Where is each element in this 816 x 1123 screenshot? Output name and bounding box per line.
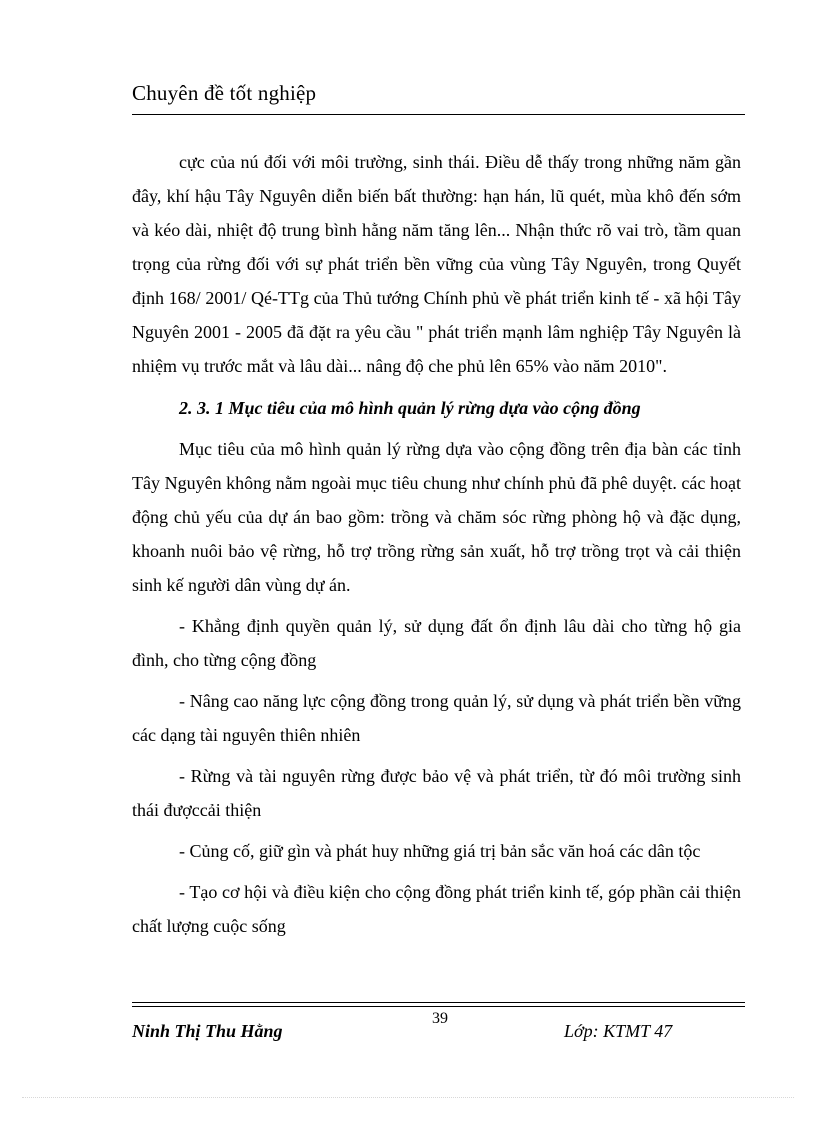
body-text	[132, 145, 741, 943]
class-label: Lớp: KTMT 47	[564, 1021, 673, 1041]
header-rule	[132, 114, 745, 115]
header-title: Chuyên đề tốt nghiệp	[132, 81, 317, 105]
author-name: Ninh Thị Thu Hằng	[132, 1021, 283, 1041]
bullet-item: - Tạo cơ hội và điều kiện cho cộng đồng phát triển kinh tế, góp phần cải thiện chất lượng cuộc sống	[132, 882, 741, 936]
bullet-item: - Nâng cao năng lực cộng đồng trong quản lý, sử dụng và phát triển bền vững các dạng tài nguyên thiên nhiên	[132, 691, 741, 745]
page-number: 39	[432, 1010, 448, 1027]
section-heading: 2. 3. 1 Mục tiêu của mô hình quản lý rừng dựa vào cộng đồng	[179, 398, 641, 418]
bullet-item: - Khẳng định quyền quản lý, sử dụng đất ổn định lâu dài cho từng hộ gia đình, cho từng cộng đồng	[132, 616, 741, 670]
footer-rule	[132, 1006, 745, 1007]
page-edge-divider	[22, 1097, 794, 1098]
paragraph-intro: cực của nú đối với môi trường, sinh thái. Điều dễ thấy trong những năm gần đây, khí hậu Tây Nguyên diễn biến bất thường: hạn hán, lũ quét, mùa khô đến sớm và kéo dài, nhiệt độ trung bình hằng năm tăng lên... Nhận thức rõ vai trò, tầm quan trọng của rừng đối với sự phát triển bền vững của vùng Tây Nguyên, trong Quyết định 168/ 2001/ Qé-TTg của Thủ tướng Chính phủ về phát triển kinh tế - xã hội Tây Nguyên 2001 - 2005 đã đặt ra yêu cầu " phát triển mạnh lâm nghiệp Tây Nguyên là nhiệm vụ trước mắt và lâu dài... nâng độ che phủ lên 65% vào năm 2010".	[132, 152, 741, 376]
bullet-item: - Củng cố, giữ gìn và phát huy những giá trị bản sắc văn hoá các dân tộc	[179, 841, 701, 861]
footer-rule	[132, 1002, 745, 1003]
paragraph-objectives: Mục tiêu của mô hình quản lý rừng dựa vào cộng đồng trên địa bàn các tỉnh Tây Nguyên không nằm ngoài mục tiêu chung như chính phủ đã phê duyệt. các hoạt động chủ yếu của dự án bao gồm: trồng và chăm sóc rừng phòng hộ và đặc dụng, khoanh nuôi bảo vệ rừng, hỗ trợ trồng rừng sản xuất, hỗ trợ trồng trọt và cải thiện sinh kế người dân vùng dự án.	[132, 439, 741, 595]
bullet-item: - Rừng và tài nguyên rừng được bảo vệ và phát triển, từ đó môi trường sinh thái đượccải thiện	[132, 766, 741, 820]
